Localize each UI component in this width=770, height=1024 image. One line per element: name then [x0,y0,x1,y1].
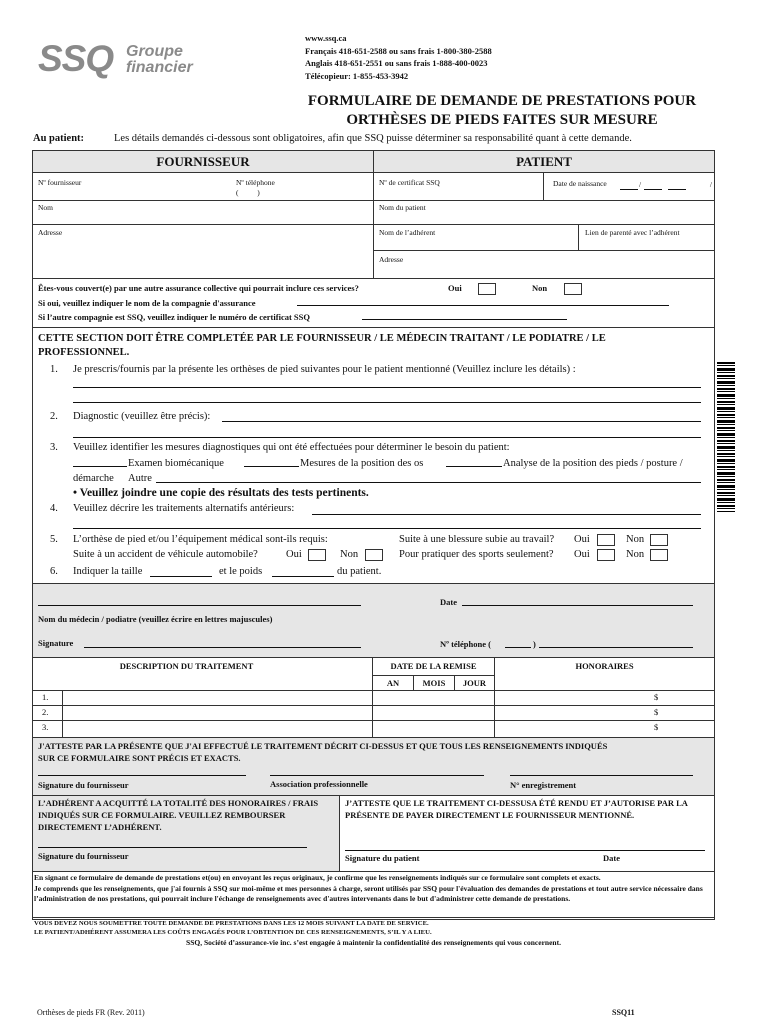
treatment-row-2-num: 2. [42,707,49,717]
q6-suffix: du patient. [337,566,382,577]
patient-dob-separators: / / [639,180,712,189]
adherent-name-field[interactable] [376,225,576,249]
q5-car-no-label: Non [340,549,359,560]
payment-right-text: J’ATTESTE QUE LE TRAITEMENT CI-DESSUSA ÉTÉ RENDU ET J’AUTORISE PAR LA PRÉSENTE DE PAYER DIRECTEMENT LE FOURNISSEUR MENTIONNÉ. [345,798,688,820]
patient-name-label: Nom du patient [379,203,426,212]
q3-opt3-label: Analyse de la position des pieds / posture / [503,458,683,469]
patient-dob-field[interactable] [620,178,712,192]
attestation-line-2: SUR CE FORMULAIRE SONT PRÉCIS ET EXACTS. [38,753,241,763]
q2-number: 2. [50,411,58,422]
q3-number: 3. [50,442,58,453]
q1-text: Je prescris/fournis par la présente les orthèses de pied suivantes pour le patient mentionné (Veuillez inclure les détails) : [73,364,576,375]
q6-height-label: Indiquer la taille [73,566,143,577]
relationship-label: Lien de parenté avec l’adhérent [585,228,680,237]
fournisseur-number-field[interactable] [34,174,224,199]
payment-right-signature-label: Signature du patient [345,853,420,863]
q4-number: 4. [50,503,58,514]
patient-name-field[interactable] [376,201,712,223]
logo-financier-text: financier [126,59,193,76]
title-line-2: ORTHÈSES DE PIEDS FAITES SUR MESURE [346,112,658,128]
treatment-fees-header: HONORAIRES [575,661,634,671]
q5-number: 5. [50,534,58,545]
q3-note: • Veuillez joindre une copie des résultats des tests pertinents. [73,487,369,499]
section-heading-line-1: CETTE SECTION DOIT ÊTRE COMPLETÉE PAR LE FOURNISSEUR / LE MÉDECIN TRAITANT / LE PODIATRE / LE [38,333,606,344]
association-field[interactable] [270,766,484,776]
patient-cert-label: Nº de certificat SSQ [379,178,440,187]
doctor-signature-label: Signature [38,638,74,648]
q3-opt3-blank[interactable] [446,458,502,467]
insurance-company-field[interactable] [297,296,669,306]
treatment-desc-header: DESCRIPTION DU TRAITEMENT [119,661,254,671]
q5-car-yes-checkbox[interactable] [308,549,326,561]
patient-heading: PATIENT [516,154,572,169]
logo-groupe-text: Groupe [126,43,183,60]
q5-text: L’orthèse de pied et/ou l’équipement médical sont-ils requis: [73,534,328,545]
patient-dob-label: Date de naissance [553,179,607,188]
doctor-phone-field[interactable] [539,638,693,648]
q5-work-yes-label: Oui [574,534,590,545]
notice-label: Au patient: [33,133,85,144]
q5-sport-yes-checkbox[interactable] [597,549,615,561]
footer-form-code: SSQ11 [612,1008,635,1017]
other-insurance-yes-label: Oui [448,283,462,293]
notice-text: Les détails demandés ci-dessous sont obligatoires, afin que SSQ puisse déterminer sa responsabilité quant à cette demande. [114,133,632,144]
doctor-name-field[interactable] [38,596,361,606]
fournisseur-address-field[interactable] [34,225,370,277]
q6-weight-label: et le poids [219,566,263,577]
q3-opt2-label: Mesures de la position des os [300,458,424,469]
q5-work-label: Suite à une blessure subie au travail? [399,534,555,545]
association-label: Association professionnelle [270,779,368,789]
legal-paragraph-2: Je comprends que les renseignements, que j'ai fournis à SSQ sur moi-même et mes personnes à charge, seront utilisés par SSQ pour l'évaluation des demandes de prestations et tout autre service nécessaire dans l’administration de nos prestations, qui pourrait inclure l'échange de renseignements avec d'autres intervenants dans le but d'administrer cette demande de prestations. [34,883,703,903]
adherent-name-label: Nom de l’adhérent [379,228,436,237]
q6-number: 6. [50,566,58,577]
warning-line-2: LE PATIENT/ADHÉRENT ASSUMERA LES COÛTS ENGAGÉS POUR L’OBTENTION DE CES RENSEIGNEMENTS, S’IL Y A LIEU. [34,929,432,936]
treatment-row-3-desc[interactable] [63,721,371,736]
legal-warning [34,919,432,937]
q3-text: Veuillez identifier les mesures diagnostiques qui ont été effectuées pour déterminer le besoin du patient: [73,442,510,453]
q5-car-yes-label: Oui [286,549,302,560]
doctor-phone-label: Nº téléphone ( [440,639,491,649]
other-insurance-yes-checkbox[interactable] [478,283,496,295]
insurance-company-label: Si oui, veuillez indiquer le nom de la compagnie d'assurance [38,298,256,308]
contact-block [305,32,492,82]
payment-left-signature-field[interactable] [38,839,307,848]
q1-line-1[interactable] [73,380,701,388]
treatment-row-1-desc[interactable] [63,691,371,705]
treatment-row-3-fee[interactable]: $ [654,722,659,732]
attestation-line-1: J'ATTESTE PAR LA PRÉSENTE QUE J'AI EFFECTUÉ LE TRAITEMENT DÉCRIT CI-DESSUS ET QUE TOUS LES RENSEIGNEMENTS INDIQUÉS [38,741,608,751]
website-link[interactable]: www.ssq.ca [305,33,347,43]
q4-text: Veuillez décrire les traitements alternatifs antérieurs: [73,503,295,514]
treatment-date-header: DATE DE LA REMISE [390,661,477,671]
treatment-row-3-num: 3. [42,722,49,732]
q1-number: 1. [50,364,58,375]
barcode [717,362,735,512]
q3-opt1-label: Examen biomécanique [128,458,224,469]
footer-form-name: Orthèses de pieds FR (Rev. 2011) [37,1008,145,1017]
q2-line-2[interactable] [73,430,701,438]
registration-label: N° enregistrement [510,780,577,790]
q1-line-2[interactable] [73,395,701,403]
q3-other-field[interactable] [156,475,701,483]
q3-opt1-blank[interactable] [73,458,127,467]
fournisseur-number-label: Nº fournisseur [38,178,82,187]
ssq-cert-field[interactable] [362,310,567,320]
fax-number: Télécopieur: 1-855-453-3942 [305,70,409,81]
fournisseur-address-label: Adresse [38,228,63,237]
registration-field[interactable] [510,766,693,776]
phone-english: Anglais 418-651-2551 ou sans frais 1-888-400-0023 [305,58,488,68]
legal-text [34,873,712,905]
section-heading [38,332,606,360]
q6-height-field[interactable] [150,568,212,577]
payment-right-signature-field[interactable] [345,841,705,851]
date-mois-header: MOIS [422,678,446,688]
logo-ssq-text: SSQ [38,38,114,79]
treatment-row-1-fee[interactable]: $ [654,692,659,702]
ssq-cert-label: Si l’autre compagnie est SSQ, veuillez indiquer le numéro de certificat SSQ [38,312,310,322]
other-insurance-no-label: Non [532,283,548,293]
doctor-phone-area[interactable] [505,638,531,648]
treatment-row-2-fee[interactable]: $ [654,707,659,717]
payment-left-signature-label: Signature du fournisseur [38,851,129,861]
other-insurance-no-checkbox[interactable] [564,283,582,295]
q6-weight-field[interactable] [272,568,334,577]
treatment-row-2-desc[interactable] [63,706,371,720]
q5-sport-label: Pour pratiquer des sports seulement? [399,549,554,560]
phone-french: Français 418-651-2588 ou sans frais 1-800-380-2588 [305,45,492,56]
form-title [288,92,716,130]
q3-opt3-label-cont: démarche [73,473,114,484]
q5-work-no-label: Non [626,534,645,545]
q5-sport-no-label: Non [626,549,645,560]
fournisseur-phone-field[interactable] [232,174,370,199]
payment-right-date-label: Date [603,853,620,863]
attestation-text [38,740,607,764]
q2-field[interactable] [222,414,701,422]
fournisseur-heading: FOURNISSEUR [156,154,250,169]
q5-sport-no-checkbox[interactable] [650,549,668,561]
date-jour-header: JOUR [462,678,487,688]
confidentiality-note: SSQ, Société d’assurance-vie inc. s’est engagée à maintenir la confidentialité des renseignements qui vous concernent. [186,938,561,947]
treatment-row-1-num: 1. [42,692,49,702]
fournisseur-phone-parens: ( ) [236,188,260,197]
q5-work-yes-checkbox[interactable] [597,534,615,546]
q5-car-label: Suite à un accident de véhicule automobile? [73,549,258,560]
warning-line-1: VOUS DEVEZ NOUS SOUMETTRE TOUTE DEMANDE DE PRESTATIONS DANS LES 12 MOIS SUIVANT LA DATE DE SERVICE. [34,920,429,927]
fournisseur-phone-label: Nº téléphone [236,178,275,187]
patient-address-label: Adresse [379,255,404,264]
q5-car-no-checkbox[interactable] [365,549,383,561]
patient-address-field[interactable] [376,251,712,277]
fournisseur-name-label: Nom [38,203,53,212]
doctor-name-label: Nom du médecin / podiatre (veuillez écrire en lettres majuscules) [38,614,273,624]
q2-text: Diagnostic (veuillez être précis): [73,411,211,422]
date-an-header: AN [386,678,400,688]
relationship-field[interactable] [580,225,712,249]
payment-left-text: L’ADHÉRENT A ACQUITTÉ LA TOTALITÉ DES HONORAIRES / FRAIS INDIQUÉS SUR CE FORMULAIRE. VEUILLEZ REMBOURSER DIRECTEMENT L’ADHÉRENT. [38,798,319,832]
patient-cert-field[interactable] [376,174,541,199]
attest-signature-label: Signature du fournisseur [38,780,129,790]
section-heading-line-2: PROFESSIONNEL. [38,347,130,358]
doctor-signature-field[interactable] [84,638,361,648]
q3-opt4-label: Autre [128,473,152,484]
q5-sport-yes-label: Oui [574,549,590,560]
q4-line-2[interactable] [73,521,701,529]
doctor-date-label: Date [440,597,457,607]
doctor-phone-close: ) [533,639,536,649]
q5-work-no-checkbox[interactable] [650,534,668,546]
q4-field[interactable] [312,507,701,515]
doctor-date-field[interactable] [462,596,693,606]
title-line-1: FORMULAIRE DE DEMANDE DE PRESTATIONS POUR [307,93,697,109]
fournisseur-name-field[interactable] [34,201,370,223]
legal-paragraph-1: En signant ce formulaire de demande de prestations et(ou) en envoyant les reçus originaux, je confirme que les renseignements indiqués sur ce formulaire sont complets et exacts. [34,873,601,882]
q3-opt2-blank[interactable] [244,458,299,467]
other-insurance-question: Êtes-vous couvert(e) par une autre assurance collective qui pourrait inclure ces services? [38,283,359,293]
attest-signature-field[interactable] [38,766,246,776]
